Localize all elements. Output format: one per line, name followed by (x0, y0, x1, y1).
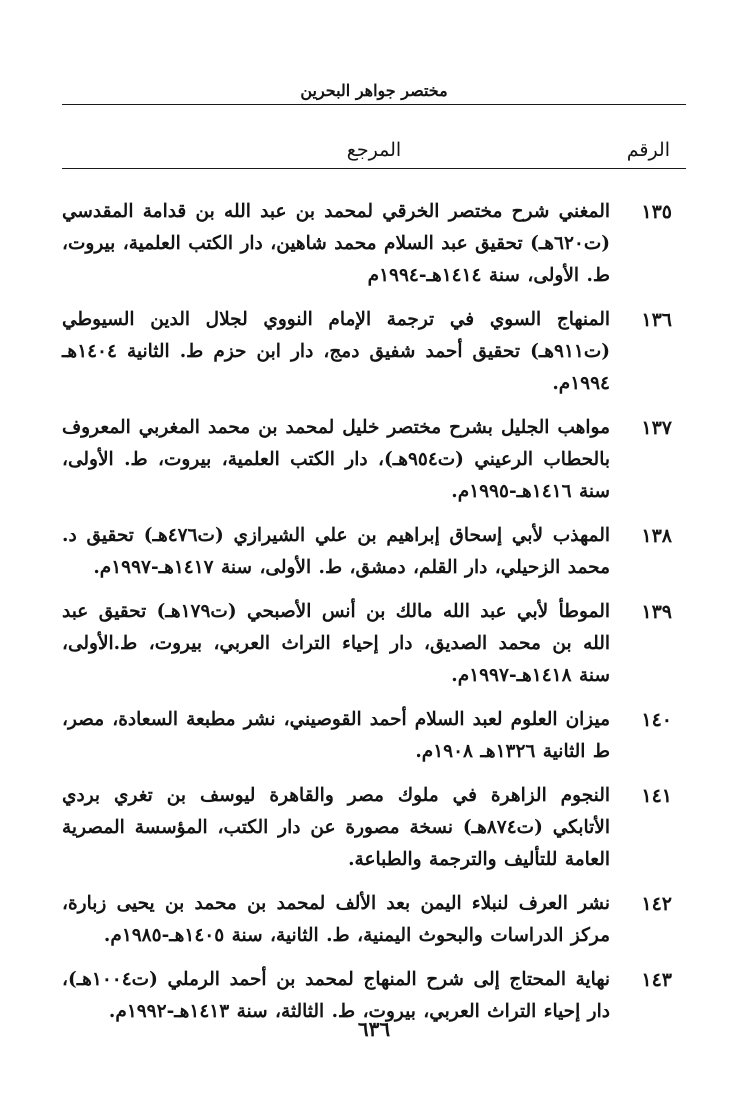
reference-entry (62, 520, 686, 584)
running-title: مختصر جواهر البحرين (300, 81, 448, 100)
reference-entry (62, 704, 686, 768)
reference-entry (62, 888, 686, 952)
column-header-rule (62, 168, 686, 169)
entry-number: ١٣٧ (641, 417, 672, 439)
entry-text: الموطأ لأبي عبد الله مالك بن أنس الأصبحي (ت١٧٩هـ) تحقيق عبد الله بن محمد الصديق، دار إحياء التراث العربي، بيروت، ط.الأولى، سنة ١٤١٨هـ-١٩٩٧م. (62, 601, 610, 686)
entry-number: ١٤٣ (641, 969, 672, 991)
entry-number: ١٤٢ (641, 893, 672, 915)
entry-number: ١٣٩ (641, 601, 672, 623)
reference-entry (62, 196, 686, 292)
entry-number: ١٤١ (641, 785, 672, 807)
entry-text: نهاية المحتاج إلى شرح المنهاج لمحمد بن أحمد الرملي (ت١٠٠٤هـ)، دار إحياء التراث العربي، بيروت، ط. الثالثة، سنة ١٤١٣هـ-١٩٩٢م. (62, 969, 610, 1022)
entry-number: ١٣٨ (641, 525, 672, 547)
reference-entry (62, 596, 686, 692)
entry-text: نشر العرف لنبلاء اليمن بعد الألف لمحمد بن محمد بن يحيى زبارة، مركز الدراسات والبحوث اليمنية، ط. الثانية، سنة ١٤٠٥هـ-١٩٨٥م. (62, 893, 610, 946)
column-header-reference: المرجع (346, 139, 402, 161)
entry-number: ١٣٥ (641, 201, 672, 223)
reference-entry (62, 304, 686, 400)
column-header-number: الرقم (626, 139, 670, 161)
entry-number: ١٣٦ (641, 309, 672, 331)
entry-text: ميزان العلوم لعبد السلام أحمد القوصيني، نشر مطبعة السعادة، مصر، ط الثانية ١٣٢٦هـ ١٩٠٨م. (62, 709, 610, 762)
entry-text: المغني شرح مختصر الخرقي لمحمد بن عبد الله بن قدامة المقدسي (ت٦٢٠هـ) تحقيق عبد السلام محمد شاهين، دار الكتب العلمية، بيروت، ط. الأولى، سنة ١٤١٤هـ-١٩٩٤م (62, 201, 610, 286)
reference-entry (62, 780, 686, 876)
entry-text: النجوم الزاهرة في ملوك مصر والقاهرة ليوسف بن تغري بردي الأتابكي (ت٨٧٤هـ) نسخة مصورة عن دار الكتب، المؤسسة المصرية العامة للتأليف والترجمة والطباعة. (62, 785, 610, 870)
header-rule (62, 104, 686, 105)
entry-text: مواهب الجليل بشرح مختصر خليل لمحمد بن محمد المغربي المعروف بالحطاب الرعيني (ت٩٥٤هـ)، دار الكتب العلمية، بيروت، ط. الأولى، سنة ١٤١٦هـ-١٩٩٥م. (62, 417, 610, 502)
page-number: ٦٣٦ (357, 1017, 391, 1041)
entry-text: المهذب لأبي إسحاق إبراهيم بن علي الشيرازي (ت٤٧٦هـ) تحقيق د. محمد الزحيلي، دار القلم، دمشق، ط. الأولى، سنة ١٤١٧هـ-١٩٩٧م. (62, 525, 610, 578)
reference-list (62, 196, 686, 1040)
entry-text: المنهاج السوي في ترجمة الإمام النووي لجلال الدين السيوطي (ت٩١١هـ) تحقيق أحمد شفيق دمج، دار ابن حزم ط. الثانية ١٤٠٤هـ ١٩٩٤م. (62, 309, 610, 394)
reference-entry (62, 412, 686, 508)
entry-number: ١٤٠ (641, 709, 672, 731)
